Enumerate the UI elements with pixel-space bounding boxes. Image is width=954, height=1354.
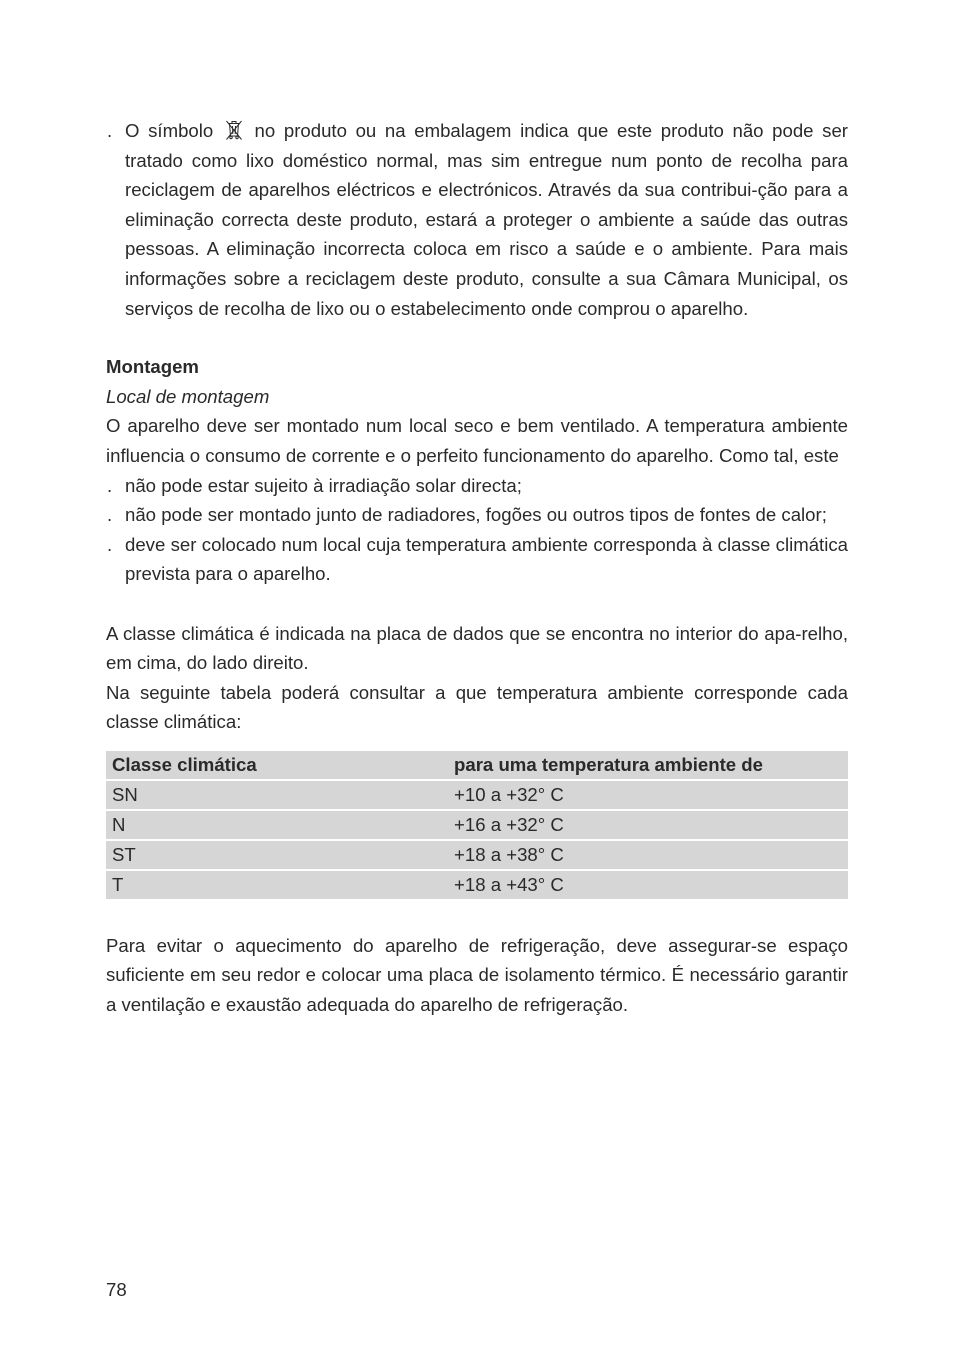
table-cell-class: N bbox=[106, 810, 447, 840]
table-header-class: Classe climática bbox=[106, 751, 447, 780]
section-heading: Montagem bbox=[106, 356, 199, 378]
bullet-marker: . bbox=[107, 533, 113, 555]
table-cell-class: T bbox=[106, 870, 447, 900]
bullet-marker: . bbox=[107, 474, 113, 496]
list-item bbox=[106, 530, 848, 589]
table-row bbox=[106, 810, 848, 840]
table-cell-class: ST bbox=[106, 840, 447, 870]
placement-paragraph: O aparelho deve ser montado num local seco e bem ventilado. A temperatura ambiente influencia o consumo de corrente e o perfeito funcionamento do aparelho. Como tal, este bbox=[106, 415, 848, 466]
page-number: 78 bbox=[106, 1279, 127, 1300]
section-subheading: Local de montagem bbox=[106, 385, 270, 407]
ventilation-paragraph: Para evitar o aquecimento do aparelho de refrigeração, deve assegurar-se espaço suficiente em seu redor e colocar uma placa de isolamento térmico. É necessário garantir a ventilação e exaustão adequada do aparelho de refrigeração. bbox=[106, 934, 848, 1016]
list-item bbox=[106, 500, 848, 530]
spacer bbox=[106, 589, 848, 619]
table-cell-temperature: +18 a +43° C bbox=[447, 870, 848, 900]
bullet-marker: . bbox=[107, 120, 113, 141]
table-row bbox=[106, 840, 848, 870]
weee-text-rest: no produto ou na embalagem indica que este produto não pode ser tratado como lixo doméstico normal, mas sim entregue num ponto de recolha para reciclagem de aparelhos eléctricos e electrónicos. Através da sua contribui-ção para a eliminação correcta deste produto, estará a proteger o ambiente a saúde das outras pessoas. A eliminação incorrecta coloca em risco a saúde e o ambiente. Para mais informações sobre a reciclagem deste produto, consulte a sua Câmara Municipal, os serviços de recolha de lixo ou o estabelecimento onde comprou o aparelho. bbox=[125, 120, 849, 319]
crossed-out-wheelie-bin-icon bbox=[224, 119, 244, 141]
climate-class-table bbox=[106, 751, 848, 901]
climate-class-info: A classe climática é indicada na placa de dados que se encontra no interior do apa-relho, em cima, do lado direito. bbox=[106, 622, 848, 674]
list-item bbox=[106, 471, 848, 501]
list-item-text: deve ser colocado num local cuja temperatura ambiente corresponda à classe climática prevista para o aparelho. bbox=[125, 533, 848, 585]
table-cell-temperature: +16 a +32° C bbox=[447, 810, 848, 840]
table-cell-class: SN bbox=[106, 780, 447, 810]
table-cell-temperature: +18 a +38° C bbox=[447, 840, 848, 870]
table-header-row bbox=[106, 751, 848, 780]
weee-disposal-note bbox=[106, 116, 848, 323]
table-row bbox=[106, 780, 848, 810]
table-header-temperature: para uma temperatura ambiente de bbox=[447, 751, 848, 780]
bullet-marker: . bbox=[107, 504, 113, 526]
page-content bbox=[106, 116, 848, 1020]
climate-table-intro: Na seguinte tabela poderá consultar a que temperatura ambiente corresponde cada classe climática: bbox=[106, 681, 848, 733]
list-item-text: não pode estar sujeito à irradiação solar directa; bbox=[125, 474, 522, 496]
weee-text-start: O símbolo bbox=[125, 120, 214, 141]
table-row bbox=[106, 870, 848, 900]
list-item-text: não pode ser montado junto de radiadores, fogões ou outros tipos de fontes de calor; bbox=[125, 504, 827, 526]
table-cell-temperature: +10 a +32° C bbox=[447, 780, 848, 810]
